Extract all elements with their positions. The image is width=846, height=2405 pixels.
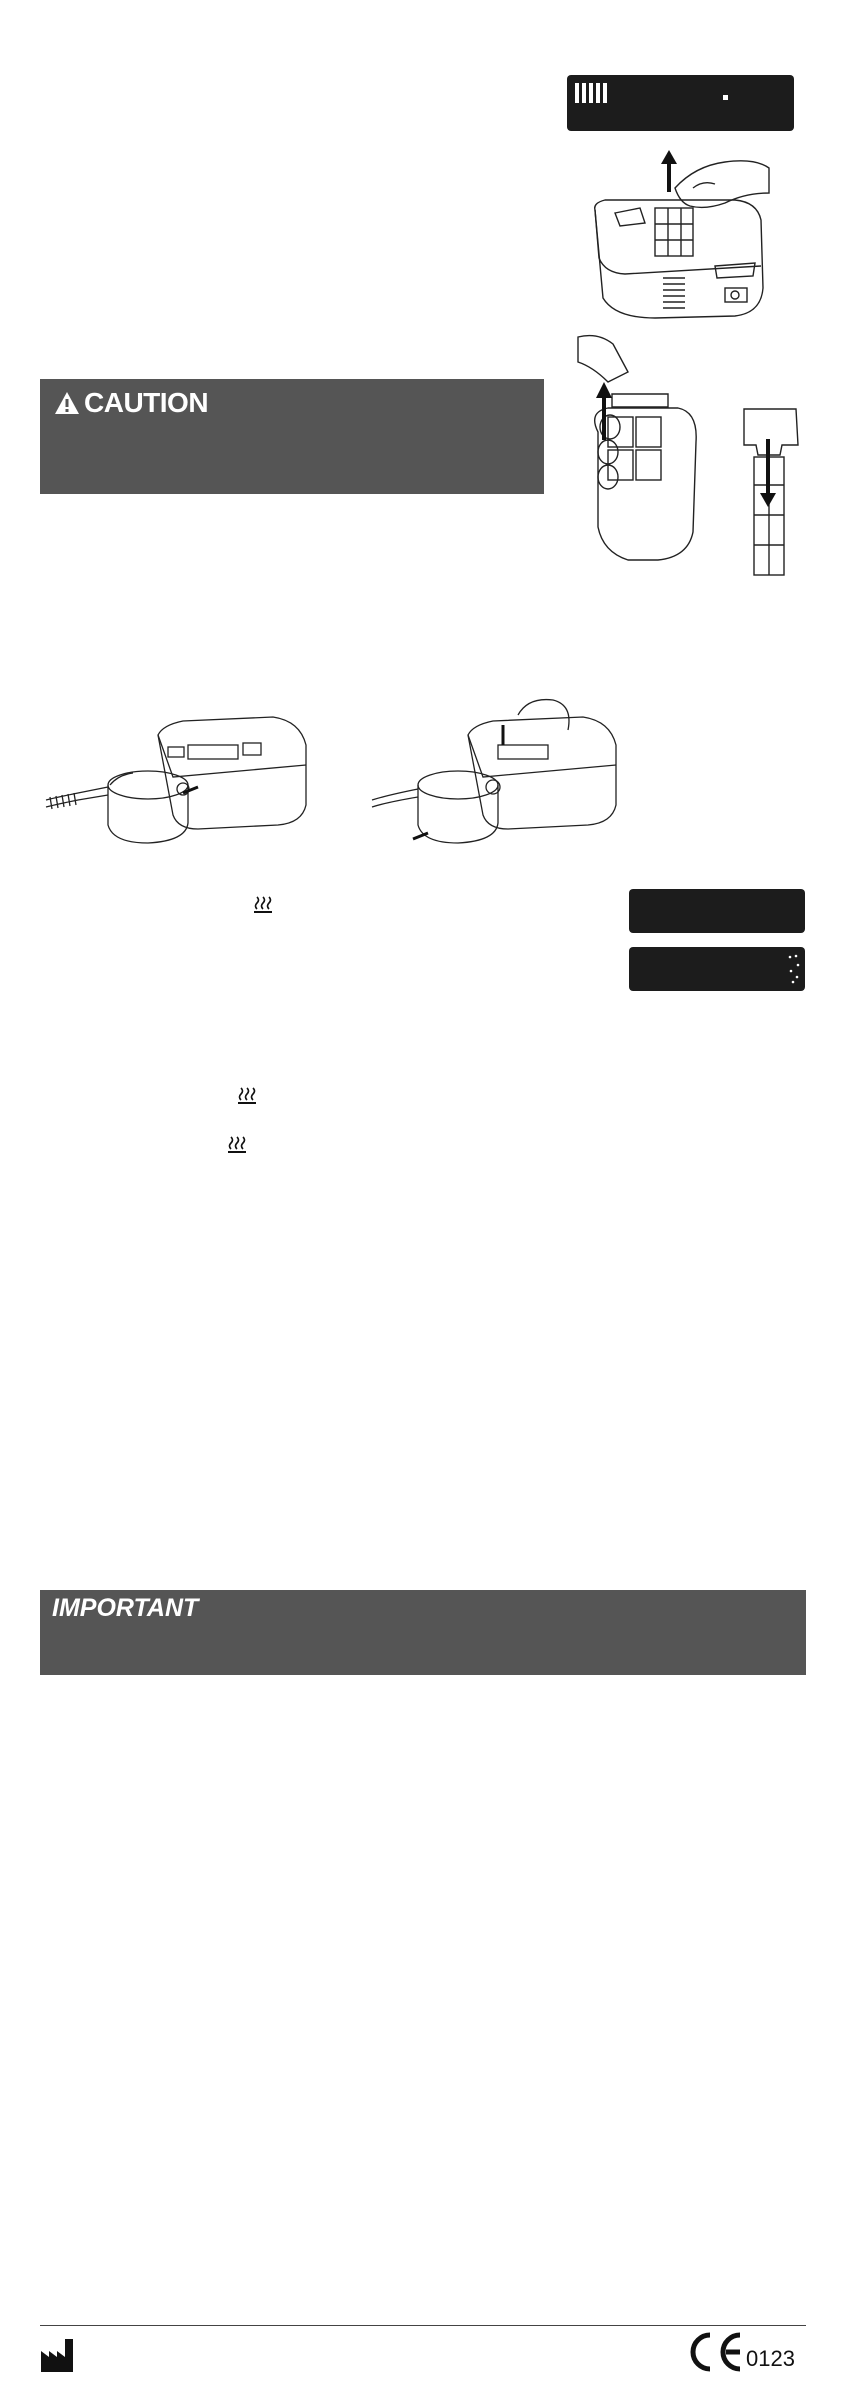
heater-icon bbox=[254, 895, 272, 915]
caution-panel bbox=[40, 379, 544, 494]
caution-heading bbox=[54, 387, 208, 419]
notified-body-number: 0123 bbox=[746, 2346, 795, 2371]
ce-mark bbox=[686, 2332, 795, 2372]
heater-icon bbox=[228, 1135, 246, 1155]
lcd-display-small-1 bbox=[629, 889, 805, 933]
filter-separation-illustration bbox=[568, 332, 713, 562]
indicator-dot-icon bbox=[723, 95, 728, 100]
caution-title-text: CAUTION bbox=[84, 387, 209, 418]
important-heading: IMPORTANT bbox=[52, 1594, 199, 1622]
warning-triangle-icon bbox=[54, 391, 80, 415]
filter-insert-illustration bbox=[740, 405, 802, 580]
heater-icon bbox=[238, 1086, 256, 1106]
footer-divider bbox=[40, 2325, 806, 2326]
humidifier-attach-illustration-left bbox=[38, 705, 308, 845]
filter-removal-illustration bbox=[585, 148, 770, 326]
signal-bars-icon bbox=[567, 75, 794, 131]
lcd-display-small-2 bbox=[629, 947, 805, 991]
manufacturer-factory-icon bbox=[40, 2337, 78, 2373]
heat-level-dots-icon bbox=[787, 953, 801, 985]
humidifier-attach-illustration-right bbox=[368, 695, 618, 845]
important-panel bbox=[40, 1590, 806, 1675]
lcd-display-top bbox=[567, 75, 794, 131]
ce-mark-icon bbox=[686, 2332, 744, 2372]
